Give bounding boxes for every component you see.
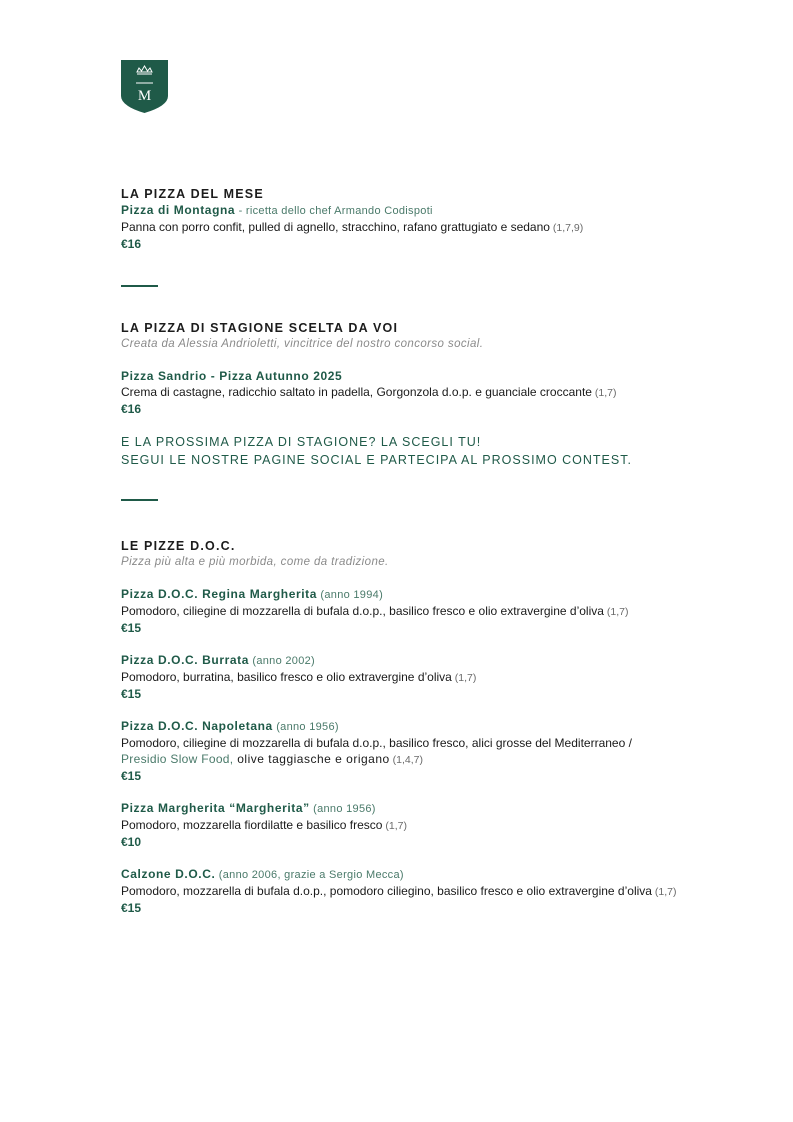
list-item	[121, 586, 761, 636]
dish-description: Pomodoro, mozzarella fiordilatte e basilico fresco	[121, 818, 383, 832]
dish-description: Pomodoro, mozzarella di bufala d.o.p., pomodoro ciliegino, basilico fresco e olio extravergine d’oliva	[121, 884, 652, 898]
dish-price: €16	[121, 237, 142, 251]
dish-price: €15	[121, 621, 142, 635]
dish-name: Pizza Sandrio - Pizza Autunno 2025	[121, 369, 343, 383]
dish-allergens: (1,7)	[382, 820, 407, 832]
dish-name: Pizza Margherita “Margherita”	[121, 801, 310, 815]
dish-name: Pizza D.O.C. Napoletana	[121, 719, 273, 733]
dish-name: Calzone D.O.C.	[121, 867, 216, 881]
dish-note: (anno 1956)	[272, 721, 339, 733]
dish-description-line	[121, 219, 761, 236]
logo-letter: M	[137, 88, 152, 104]
dish-price: €15	[121, 901, 142, 915]
dish-note: (anno 1956)	[309, 803, 376, 815]
section-pizze-doc	[121, 538, 761, 916]
dish-allergens: (1,4,7)	[389, 754, 423, 766]
dish-description: Pomodoro, burratina, basilico fresco e olio extravergine d’oliva	[121, 670, 452, 684]
dish-price: €10	[121, 835, 142, 849]
dish-description-line	[121, 384, 761, 401]
menu-content	[121, 186, 761, 916]
dish-note: (anno 2006, grazie a Sergio Mecca)	[215, 869, 404, 881]
dish-allergens: (1,7)	[651, 886, 677, 898]
list-item	[121, 866, 761, 916]
dish-allergens: (1,7)	[603, 606, 629, 618]
dish-note: (anno 2002)	[249, 655, 316, 667]
contest-cta-line-2: SEGUI LE NOSTRE PAGINE SOCIAL E PARTECIPA AL PROSSIMO CONTEST.	[121, 453, 632, 467]
section-heading: LA PIZZA DI STAGIONE SCELTA DA VOI	[121, 321, 399, 335]
list-item	[121, 718, 761, 784]
dish-description: Pomodoro, ciliegine di mozzarella di bufala d.o.p., basilico fresco e olio extravergine d’oliva	[121, 604, 604, 618]
section-heading: LA PIZZA DEL MESE	[121, 187, 264, 201]
dish-note: - ricetta dello chef Armando Codispoti	[235, 205, 433, 217]
dish-price: €15	[121, 769, 142, 783]
crown-monogram-shield-icon	[121, 60, 168, 113]
list-item	[121, 800, 761, 850]
dish-name: Pizza D.O.C. Regina Margherita	[121, 587, 318, 601]
dish-allergens: (1,7,9)	[549, 222, 584, 234]
dish-price: €15	[121, 687, 142, 701]
dish-allergens: (1,7)	[591, 387, 617, 399]
dish-title-line	[121, 202, 761, 219]
section-heading: LE PIZZE D.O.C.	[121, 539, 236, 553]
dish-description: Crema di castagne, radicchio saltato in padella, Gorgonzola d.o.p. e guanciale croccante	[121, 385, 592, 399]
dish-allergens: (1,7)	[451, 672, 477, 684]
dish-description: Panna con porro confit, pulled di agnello, stracchino, rafano grattugiato e sedano	[121, 220, 550, 234]
contest-cta-line-1: E LA PROSSIMA PIZZA DI STAGIONE? LA SCEGLI TU!	[121, 435, 482, 449]
dish-title-line	[121, 368, 761, 384]
section-subtitle: Creata da Alessia Andrioletti, vincitrice del nostro concorso social.	[121, 338, 484, 350]
dish-price: €16	[121, 402, 142, 416]
dish-name: Pizza D.O.C. Burrata	[121, 653, 250, 667]
section-subtitle: Pizza più alta e più morbida, come da tradizione.	[121, 556, 389, 568]
brand-logo	[121, 60, 168, 113]
slow-food-presidium-label: Presidio Slow Food,	[121, 752, 234, 766]
list-item	[121, 652, 761, 702]
dish-description-continued: olive taggiasche e origano	[233, 752, 390, 766]
dish-note: (anno 1994)	[317, 589, 384, 601]
dish-description: Pomodoro, ciliegine di mozzarella di bufala d.o.p., basilico fresco, alici grosse del Mediterraneo /	[121, 736, 632, 750]
dish-name: Pizza di Montagna	[121, 203, 236, 217]
section-pizza-del-mese	[121, 186, 761, 252]
section-pizza-di-stagione	[121, 320, 761, 469]
